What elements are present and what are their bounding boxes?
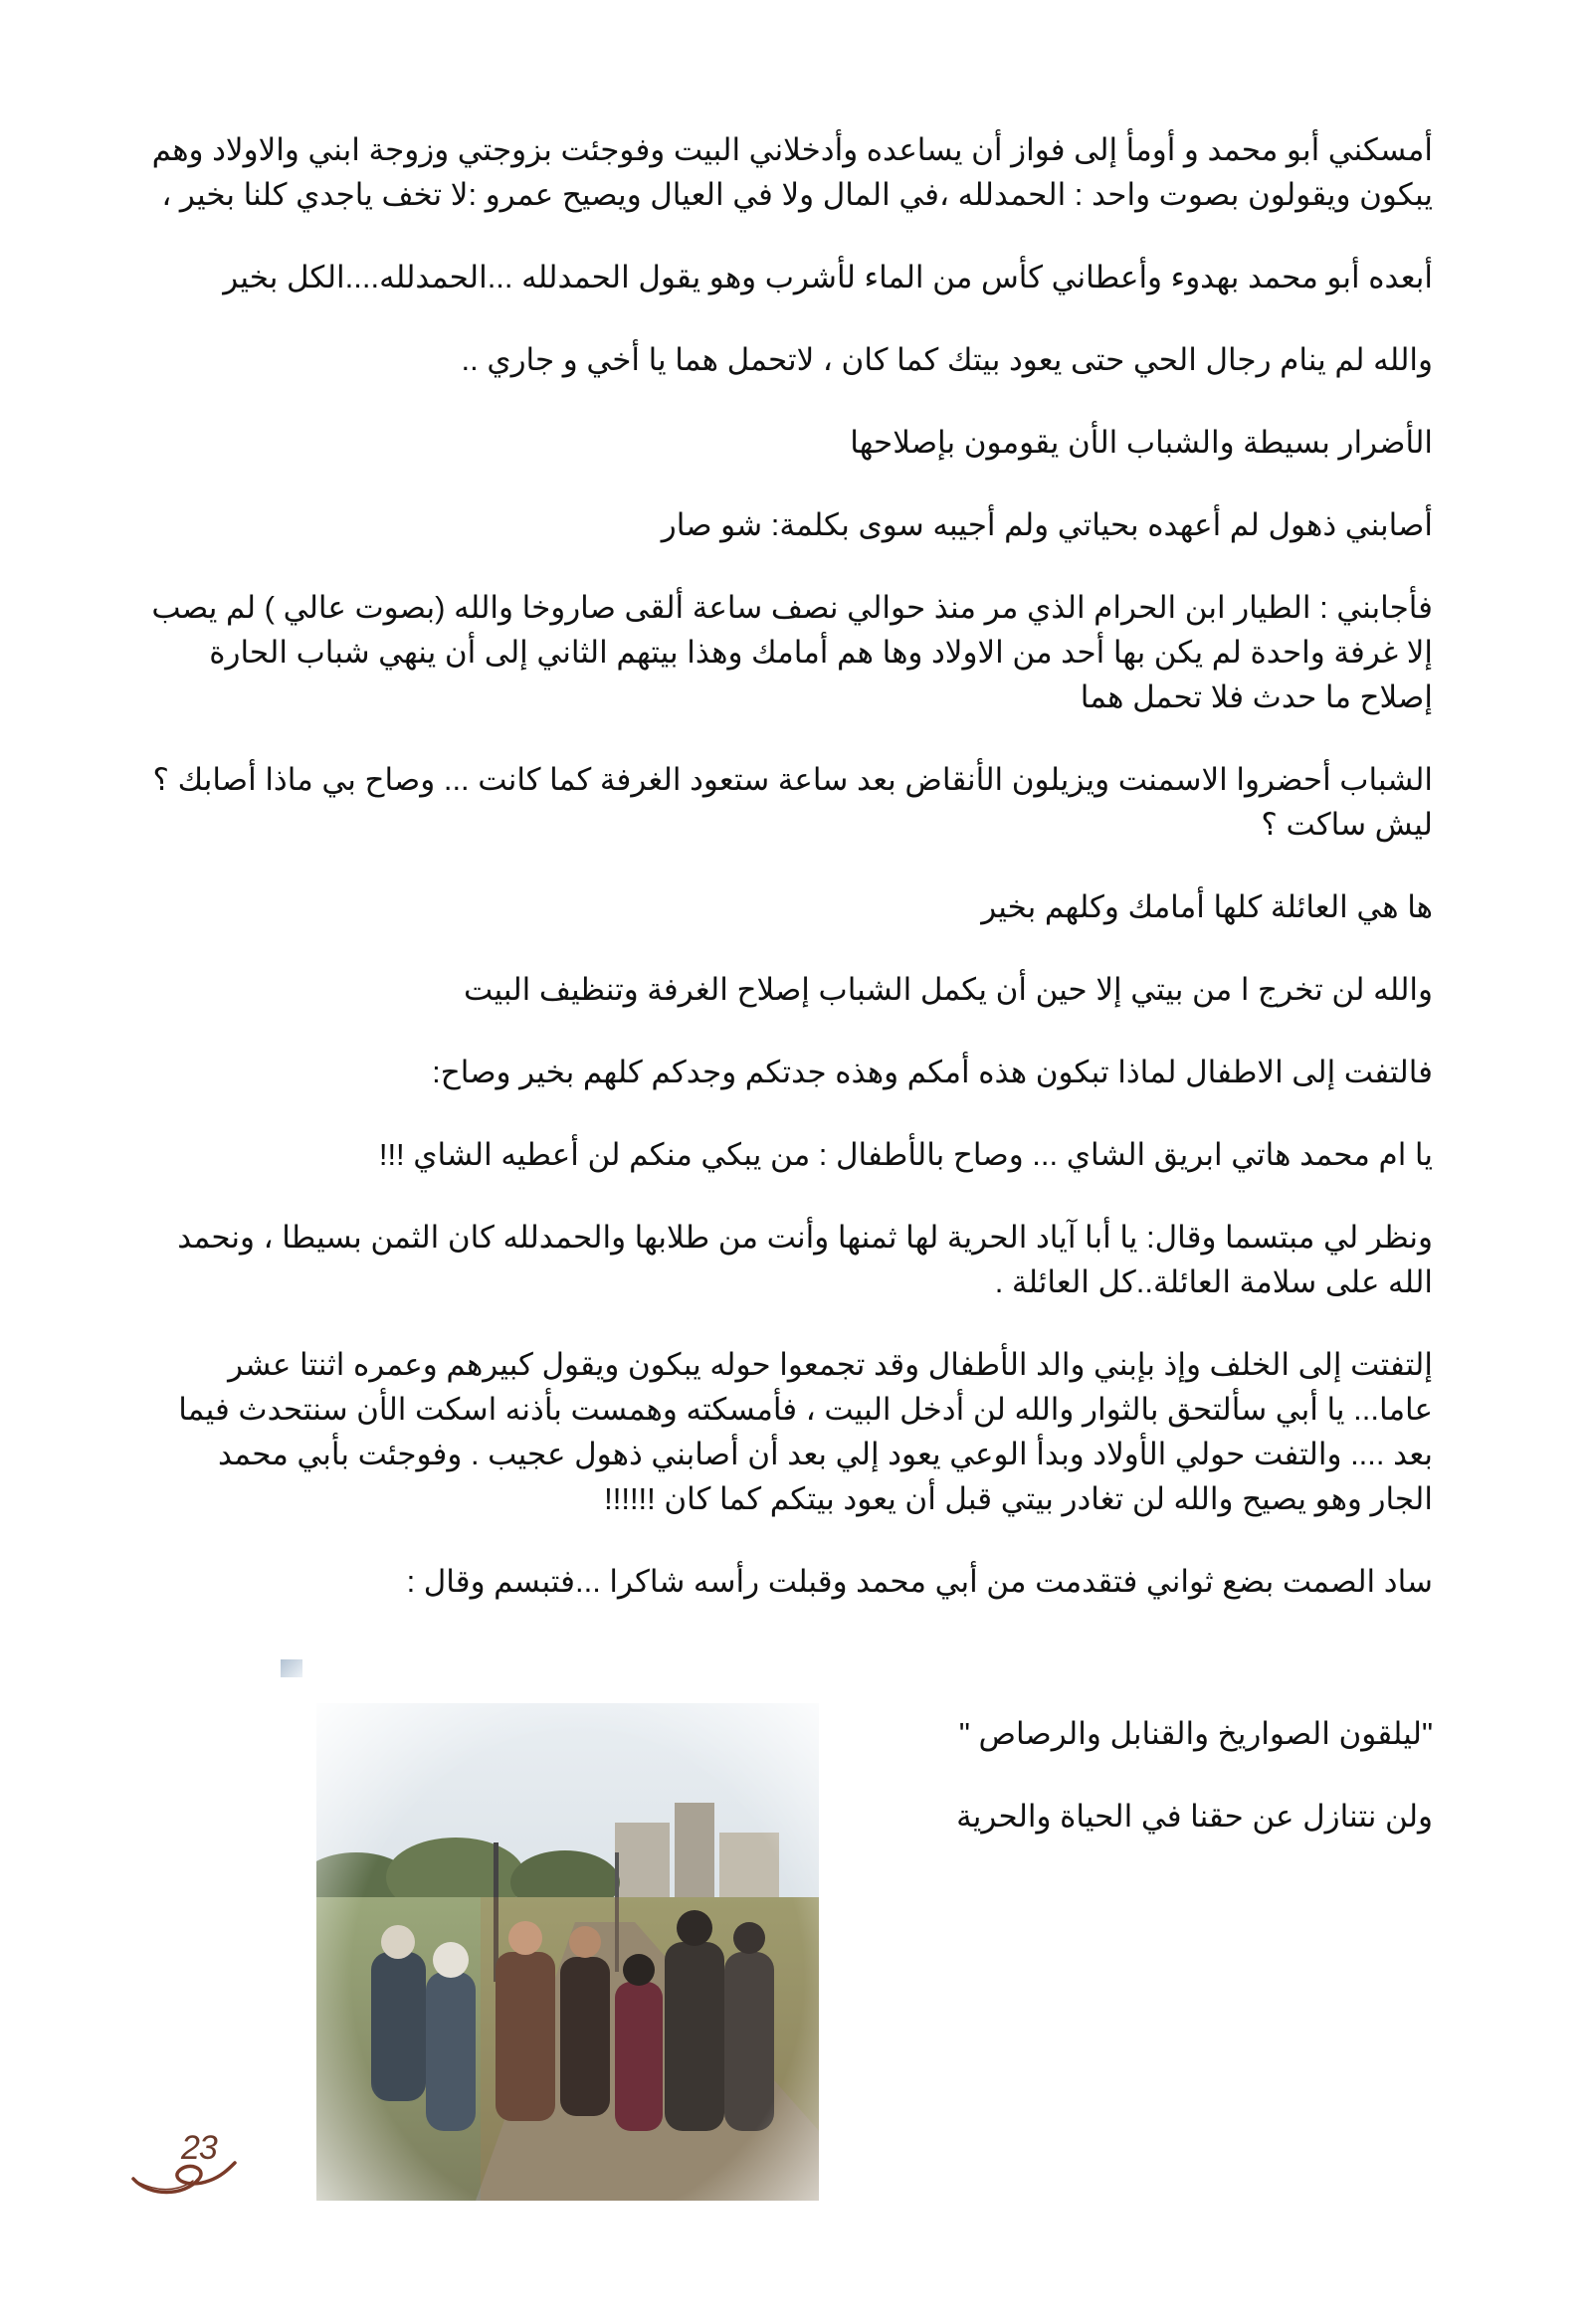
page-number: 23	[181, 2129, 217, 2167]
paragraph-2: أبعده أبو محمد بهدوء وأعطاني كأس من الماء لأشرب وهو يقول الحمدلله ...الحمدلله....الكل بخير	[223, 260, 1433, 294]
paragraph-6: فأجابني : الطيار ابن الحرام الذي مر منذ حوالي نصف ساعة ألقى صاروخا والله (بصوت عالي ) لم يصب إلا غرفة واحدة لم يكن بها أحد من الاولاد وها هم أمامك وهذا بيتهم الثاني إلى أن ينهي شباب الحارة إصلاح ما حدث فلا تحمل هما	[151, 590, 1433, 714]
side-text-column	[886, 1711, 1433, 1876]
paragraph-11: يا ام محمد هاتي ابريق الشاي ... وصاح بالأطفال : من يبكي منكم لن أعطيه الشاي !!!	[378, 1137, 1433, 1172]
paragraph-8: ها هي العائلة كلها أمامك وكلهم بخير	[981, 889, 1433, 924]
paragraph-5: أصابني ذهول لم أعهده بحياتي ولم أجيبه سوى بكلمة: شو صار	[661, 507, 1433, 542]
paragraph-9: والله لن تخرج ا من بيتي إلا حين أن يكمل الشباب إصلاح الغرفة وتنظيف البيت	[464, 972, 1433, 1007]
paragraph-3: والله لم ينام رجال الحي حتى يعود بيتك كما كان ، لاتحمل هما يا أخي و جاري ..	[461, 342, 1433, 377]
paragraph-14: ساد الصمت بضع ثواني فتقدمت من أبي محمد وقبلت رأسه شاكرا ...فتبسم وقال :	[406, 1564, 1433, 1599]
paragraph-10: فالتفت إلى الاطفال لماذا تبكون هذه أمكم وهذه جدتكم وجدكم كلهم بخير وصاح:	[432, 1055, 1433, 1089]
paragraph-12: ونظر لي مبتسما وقال: يا أبا آياد الحرية لها ثمنها وأنت من طلابها والحمدلله كان الثمن بسيطا ، ونحمد الله على سلامة العائلة..كل العائلة .	[177, 1220, 1433, 1299]
side-line-2: ولن نتنازل عن حقنا في الحياة والحرية	[956, 1799, 1433, 1834]
paragraph-1: أمسكني أبو محمد و أومأ إلى فواز أن يساعده وأدخلاني البيت وفوجئت بزوجتي وزوجة ابني والاولاد وهم يبكون ويقولون بصوت واحد : الحمدلله ،في المال ولا في العيال ويصيح عمرو :لا تخف ياجدي كلنا بخير ،	[151, 132, 1433, 212]
decorative-mark	[281, 1659, 302, 1677]
side-line-1: "ليلقون الصواريخ والقنابل والرصاص "	[958, 1716, 1433, 1751]
paragraph-7: الشباب أحضروا الاسمنت ويزيلون الأنقاض بعد ساعة ستعود الغرفة كما كانت ... وصاح بي ماذا أصابك ؟ليش ساكت ؟	[152, 762, 1433, 842]
page-number-ornament	[129, 2129, 249, 2199]
paragraph-4: الأضرار بسيطة والشباب الأن يقومون بإصلاحها	[850, 425, 1433, 460]
main-text-column	[149, 127, 1433, 1642]
street-photo	[316, 1703, 819, 2201]
paragraph-13: إلتفتت إلى الخلف وإذ بإبني والد الأطفال وقد تجمعوا حوله يبكون ويقول كبيرهم وعمره اثنتا عشر عاما... يا أبي سألتحق بالثوار والله لن أدخل البيت ، فأمسكته وهمست بأذنه اسكت الأن سنتحدث فيما بعد .... والتفت حولي الأولاد وبدأ الوعي يعود إلي بعد أن أصابني ذهول عجيب . وفوجئت بأبي محمد الجار وهو يصيح والله لن تغادر بيتي قبل أن يعود بيتكم كما كان !!!!!!	[178, 1347, 1433, 1516]
